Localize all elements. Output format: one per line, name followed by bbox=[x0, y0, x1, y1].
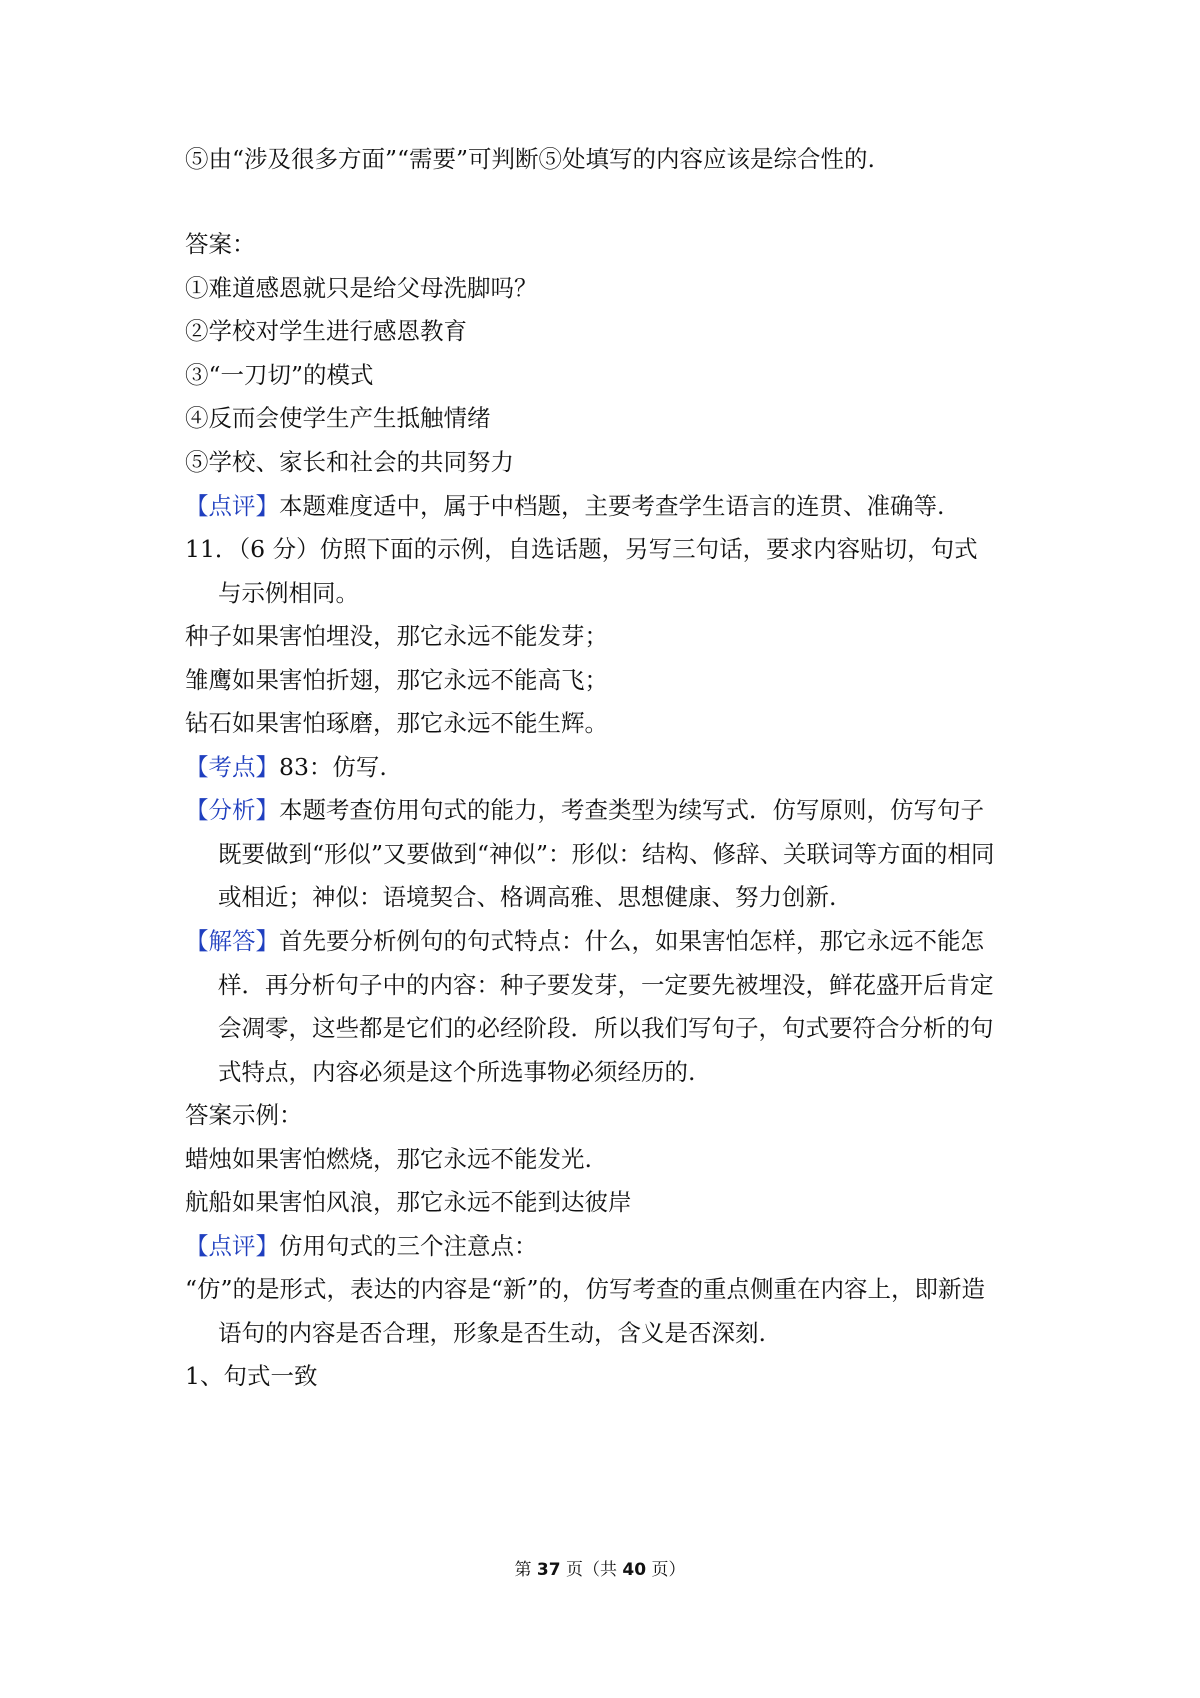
kaodian-tag: 【考点】 bbox=[185, 753, 279, 781]
comment-text: 本题难度适中，属于中档题，主要考查学生语言的连贯、准确等. bbox=[279, 492, 945, 520]
fenxi-tag: 【分析】 bbox=[185, 796, 279, 824]
total-page-number: 40 bbox=[622, 1560, 647, 1580]
page-footer bbox=[0, 1558, 1200, 1582]
comment-paragraph bbox=[185, 491, 944, 521]
current-page-number: 37 bbox=[536, 1560, 561, 1580]
question-11: 11．（6 分）仿照下面的示例，自选话题，另写三句话，要求内容贴切，句式 bbox=[185, 535, 978, 563]
comment-2-text: 仿用句式的三个注意点： bbox=[279, 1232, 538, 1260]
example-sentence-1: 种子如果害怕埋没，那它永远不能发芽； bbox=[185, 622, 608, 650]
fenxi-line-2: 既要做到“形似”又要做到“神似”：形似：结构、修辞、关联词等方面的相同 bbox=[218, 840, 995, 868]
point-1: 1、句式一致 bbox=[185, 1362, 318, 1390]
answer-item-1: ①难道感恩就只是给父母洗脚吗？ bbox=[185, 274, 538, 302]
jieda-line-4: 式特点，内容必须是这个所选事物必须经历的. bbox=[218, 1058, 696, 1086]
note-paragraph-continued: 语句的内容是否合理，形象是否生动，含义是否深刻. bbox=[218, 1319, 766, 1347]
note-paragraph: “仿”的是形式，表达的内容是“新”的，仿写考查的重点侧重在内容上，即新造 bbox=[185, 1275, 986, 1303]
answer-example-2: 航船如果害怕风浪，那它永远不能到达彼岸 bbox=[185, 1188, 632, 1216]
comment-2-paragraph bbox=[185, 1231, 538, 1261]
jieda-line-3: 会凋零，这些都是它们的必经阶段．所以我们写句子，句式要符合分析的句 bbox=[218, 1014, 994, 1042]
answer-heading: 答案： bbox=[185, 230, 256, 258]
kaodian-paragraph bbox=[185, 752, 387, 782]
comment-2-tag: 【点评】 bbox=[185, 1232, 279, 1260]
example-sentence-3: 钻石如果害怕琢磨，那它永远不能生辉。 bbox=[185, 709, 608, 737]
footer-middle: 页（共 bbox=[560, 1560, 623, 1580]
answer-example-heading: 答案示例： bbox=[185, 1101, 303, 1129]
analysis-point-5: ⑤由“涉及很多方面”“需要”可判断⑤处填写的内容应该是综合性的. bbox=[185, 145, 876, 173]
fenxi-paragraph bbox=[185, 795, 984, 825]
comment-tag: 【点评】 bbox=[185, 492, 279, 520]
answer-item-4: ④反而会使学生产生抵触情绪 bbox=[185, 404, 491, 432]
answer-item-2: ②学校对学生进行感恩教育 bbox=[185, 317, 467, 345]
jieda-paragraph bbox=[185, 926, 984, 956]
answer-example-1: 蜡烛如果害怕燃烧，那它永远不能发光. bbox=[185, 1145, 592, 1173]
footer-suffix: 页） bbox=[646, 1560, 686, 1580]
answer-item-3: ③“一刀切”的模式 bbox=[185, 361, 374, 389]
jieda-tag: 【解答】 bbox=[185, 927, 279, 955]
kaodian-text: 83：仿写. bbox=[279, 753, 387, 781]
fenxi-text: 本题考查仿用句式的能力，考查类型为续写式．仿写原则，仿写句子 bbox=[279, 796, 984, 824]
jieda-line-2: 样．再分析句子中的内容：种子要发芽，一定要先被埋没，鲜花盛开后肯定 bbox=[218, 971, 994, 999]
question-11-continued: 与示例相同。 bbox=[218, 579, 359, 607]
jieda-text: 首先要分析例句的句式特点：什么，如果害怕怎样，那它永远不能怎 bbox=[279, 927, 984, 955]
answer-item-5: ⑤学校、家长和社会的共同努力 bbox=[185, 448, 514, 476]
fenxi-line-3: 或相近；神似：语境契合、格调高雅、思想健康、努力创新. bbox=[218, 883, 837, 911]
example-sentence-2: 雏鹰如果害怕折翅，那它永远不能高飞； bbox=[185, 666, 608, 694]
footer-prefix: 第 bbox=[514, 1560, 537, 1580]
